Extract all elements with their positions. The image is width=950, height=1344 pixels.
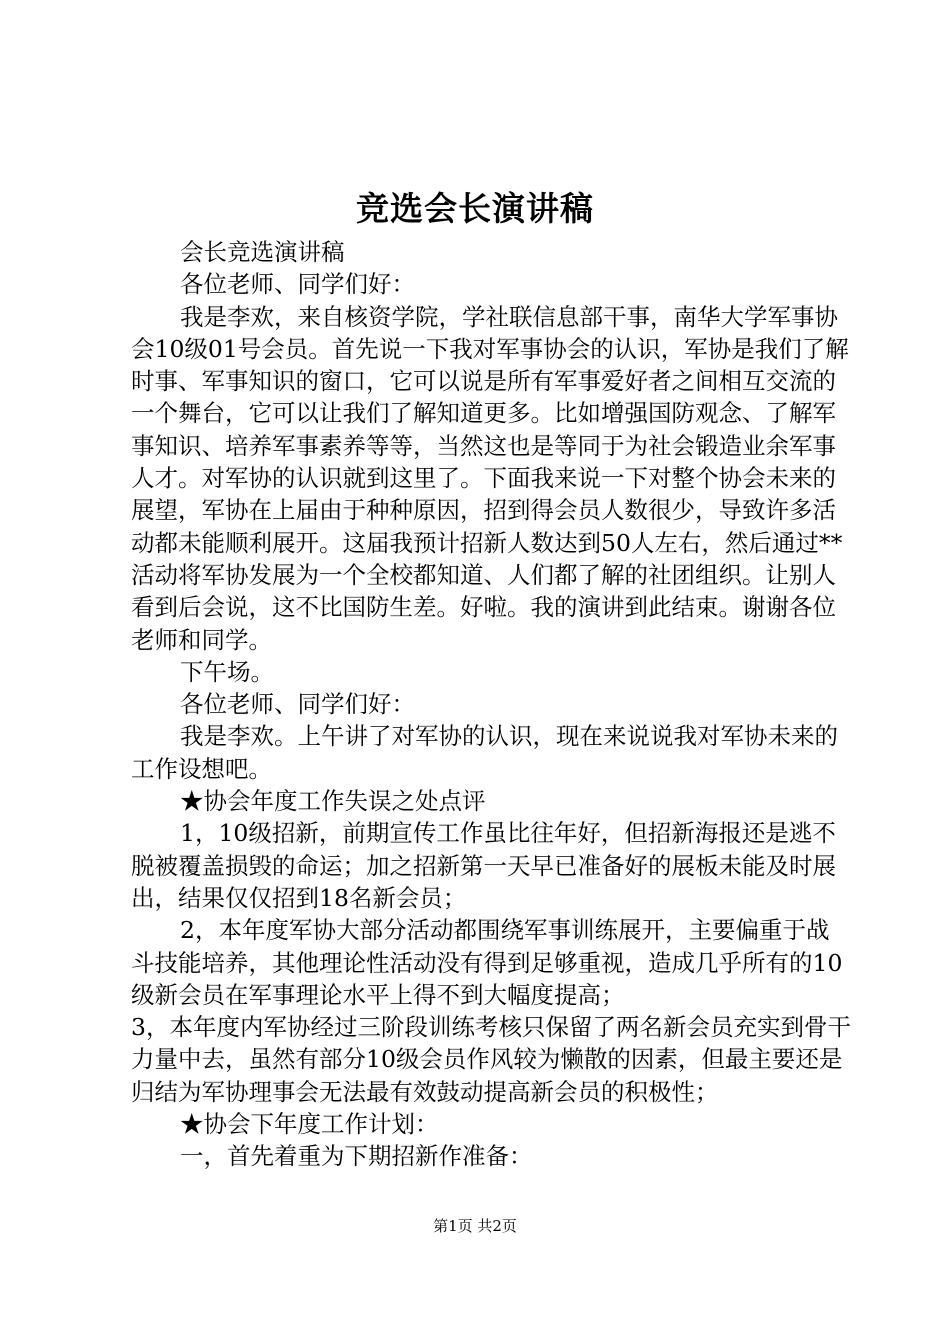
document-title: 竞选会长演讲稿	[356, 189, 594, 228]
paragraph: 各位老师、同学们好：	[180, 690, 415, 719]
paragraph: 我是李欢。上午讲了对军协的认识，现在来说说我对军协未来的工作设想吧。	[131, 722, 838, 783]
document-body	[131, 236, 851, 1173]
page-footer: 第1页 共2页	[433, 1217, 517, 1235]
paragraph: 3，本年度内军协经过三阶段训练考核只保留了两名新会员充实到骨干力量中去，虽然有部分10级会员作风较为懒散的因素，但最主要还是归结为军协理事会无法最有效鼓动提高新会员的积极性；	[131, 1013, 851, 1106]
paragraph: 各位老师、同学们好：	[180, 270, 415, 299]
paragraph: 会长竞选演讲稿	[180, 238, 345, 266]
paragraph: 下午场。	[180, 657, 274, 686]
paragraph: 一，首先着重为下期招新作准备：	[180, 1142, 533, 1171]
paragraph: 1，10级招新，前期宣传工作虽比往年好，但招新海报还是逃不脱被覆盖损毁的命运；加之招新第一天早已准备好的展板未能及时展出，结果仅仅招到18名新会员；	[131, 819, 836, 912]
paragraph: 2，本年度军协大部分活动都围绕军事训练展开，主要偏重于战斗技能培养，其他理论性活动没有得到足够重视，造成几乎所有的10级新会员在军事理论水平上得不到大幅度提高；	[131, 916, 843, 1009]
paragraph: 我是李欢，来自核资学院，学社联信息部干事，南华大学军事协会10级01号会员。首先说一下我对军事协会的认识，军协是我们了解时事、军事知识的窗口，它可以说是所有军事爱好者之间相互交流的一个舞台，它可以让我们了解知道更多。比如增强国防观念、了解军事知识、培养军事素养等等，当然这也是等同于为社会锻造业余军事人才。对军协的认识就到这里了。下面我来说一下对整个协会未来的展望，军协在上届由于种种原因，招到得会员人数很少，导致许多活动都未能顺利展开。这届我预计招新人数达到50人左右，然后通过**活动将军协发展为一个全校都知道、人们都了解的社团组织。让别人看到后会说，这不比国防生差。好啦。我的演讲到此结束。谢谢各位老师和同学。	[131, 302, 849, 654]
section-heading: ★协会下年度工作计划：	[180, 1110, 439, 1139]
section-heading: ★协会年度工作失误之处点评	[180, 787, 486, 816]
